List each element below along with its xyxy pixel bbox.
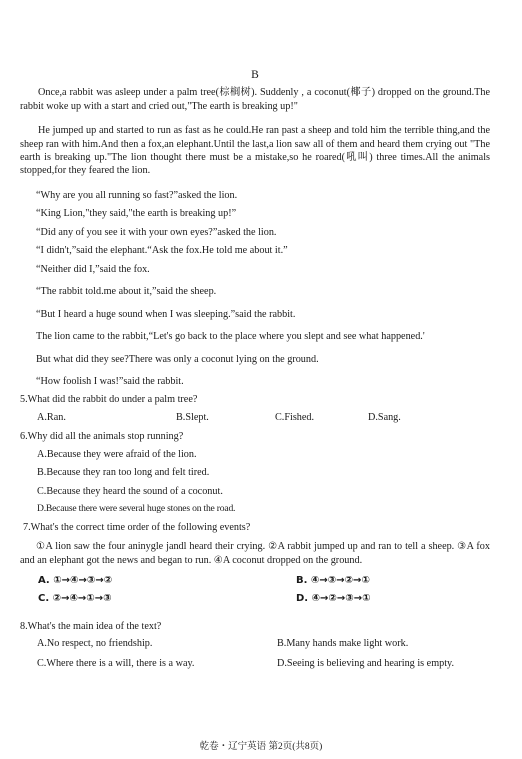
option-b: B.Because they ran too long and felt tired. — [37, 467, 210, 479]
question-7: 7.What's the correct time order of the following events? — [23, 521, 251, 533]
exam-page — [20, 68, 490, 676]
option-a: A.Ran. — [37, 411, 66, 423]
dialogue-line: “King Lion,"they said,"the earth is breaking up!” — [36, 208, 237, 220]
dialogue-line: “Why are you all running so fast?”asked the lion. — [36, 189, 238, 201]
option-d: D.Sang. — [368, 411, 401, 423]
dialogue-line: “I didn't,”said the elephant.“Ask the fox.He told me about it.” — [36, 245, 288, 257]
option-b: B.Slept. — [176, 411, 209, 423]
option-d: D.Seeing is believing and hearing is empty. — [277, 657, 455, 669]
option-c: C.Because they heard the sound of a coconut. — [37, 485, 223, 497]
option-b: B.Many hands make light work. — [277, 638, 409, 650]
dialogue-line: “Neither did I,”said the fox. — [36, 263, 150, 275]
passage-paragraph-2: He jumped up and started to run as fast as he could.He ran past a sheep and told him the terrible thing,and the sheep ran with him.And then a fox,an elephant.Until the last,a lion saw all of them and heard them crying out "The earth is breaking up."The lion thought there must be a mistake,so he roared(吼叫) three times.All the animals stopped,for they feared the lion. — [20, 125, 490, 177]
page-footer: 乾卷・辽宁英语 第2页(共8页) — [199, 742, 323, 752]
question-6: 6.Why did all the animals stop running? — [20, 431, 184, 443]
option-a: A.Because they were afraid of the lion. — [37, 448, 197, 460]
dialogue-line: “Did any of you see it with your own eyes?”asked the lion. — [36, 226, 277, 238]
passage-paragraph-1: Once,a rabbit was asleep under a palm tree(棕榈树). Suddenly , a coconut(椰子) dropped on the ground.The rabbit woke up with a start and cried out,"The earth is breaking up!" — [20, 87, 490, 112]
question-5: 5.What did the rabbit do under a palm tree? — [20, 394, 198, 406]
question-5-options — [20, 411, 490, 424]
question-8-options-row-2 — [20, 657, 490, 670]
question-8-options-row-1 — [20, 637, 490, 650]
dialogue-line: “The rabbit told.me about it,”said the sheep. — [36, 286, 217, 298]
option-c: C. ②→④→①→③ — [38, 592, 112, 604]
option-a: A. ①→④→③→② — [38, 575, 113, 587]
option-c: C.Fished. — [275, 411, 315, 423]
option-b: B. ④→③→②→① — [296, 575, 370, 587]
section-title: B — [251, 69, 259, 81]
passage-paragraph-3: The lion came to the rabbit,“Let's go back to the place where you slept and see what happened.' — [36, 331, 425, 343]
dialogue-line: “But I heard a huge sound when I was sleeping.”said the rabbit. — [36, 308, 296, 320]
question-7-options-row-1 — [20, 574, 490, 587]
option-c: C.Where there is a will, there is a way. — [37, 657, 195, 669]
option-d: D. ④→②→③→① — [296, 592, 371, 604]
option-a: A.No respect, no friendship. — [37, 638, 153, 650]
passage-paragraph-5: “How foolish I was!”said the rabbit. — [36, 375, 184, 387]
question-7-options-row-2 — [20, 592, 490, 605]
question-7-events: ①A lion saw the four aninygle jandl heard their crying. ②A rabbit jumped up and ran to tell a sheep. ③A fox and an elephant got the news and began to run. ④A coconut dropped on the ground. — [20, 541, 490, 567]
question-8: 8.What's the main idea of the text? — [20, 620, 162, 632]
option-d: D.Because there were several huge stones on the road. — [37, 503, 236, 515]
passage-paragraph-4: But what did they see?There was only a coconut lying on the ground. — [36, 353, 319, 365]
